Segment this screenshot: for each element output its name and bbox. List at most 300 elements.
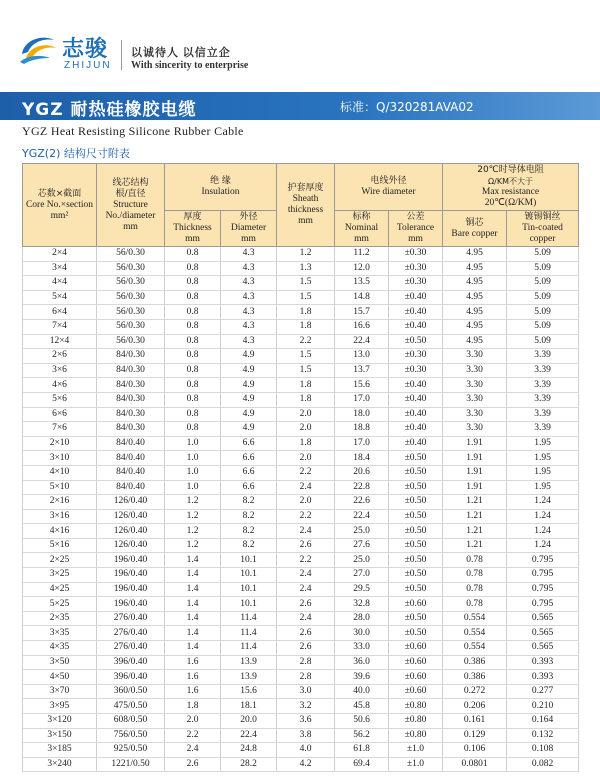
table-cell: 0.78 <box>443 582 507 597</box>
header-nominal: 标称 Nominal mm <box>335 211 389 247</box>
table-cell: 3×10 <box>23 451 97 466</box>
table-cell: 4.3 <box>221 305 277 320</box>
table-row <box>23 538 579 553</box>
header-resistance: 20℃时导体电阻 Ω/KM不大于 Max resistance 20℃(Ω/KM) <box>443 164 579 211</box>
table-cell: 1.21 <box>443 538 507 553</box>
table-cell: 5.09 <box>507 334 579 349</box>
table-cell: ±0.50 <box>389 465 443 480</box>
table-cell: ±0.60 <box>389 670 443 685</box>
table-cell: 1.95 <box>507 480 579 495</box>
table-cell: 84/0.30 <box>97 349 165 364</box>
table-cell: 4.3 <box>221 247 277 262</box>
table-cell: 1.4 <box>165 582 221 597</box>
table-cell: 4.3 <box>221 261 277 276</box>
table-cell: 1.8 <box>277 436 335 451</box>
table-cell: 2.2 <box>277 509 335 524</box>
table-cell: 0.161 <box>443 714 507 729</box>
table-cell: ±0.50 <box>389 611 443 626</box>
table-cell: 126/0.40 <box>97 495 165 510</box>
table-cell: 1.4 <box>165 568 221 583</box>
table-cell: 4×35 <box>23 641 97 656</box>
table-cell: 39.6 <box>335 670 389 685</box>
table-cell: 5.09 <box>507 247 579 262</box>
table-cell: 56.2 <box>335 728 389 743</box>
table-cell: 84/0.30 <box>97 407 165 422</box>
table-cell: ±0.80 <box>389 714 443 729</box>
table-cell: 4.95 <box>443 319 507 334</box>
table-row <box>23 334 579 349</box>
table-cell: 11.2 <box>335 247 389 262</box>
table-cell: 15.6 <box>335 378 389 393</box>
table-cell: 0.132 <box>507 728 579 743</box>
table-cell: 276/0.40 <box>97 641 165 656</box>
table-cell: 84/0.30 <box>97 363 165 378</box>
table-cell: 14.8 <box>335 290 389 305</box>
table-cell: 2.0 <box>277 451 335 466</box>
table-cell: 126/0.40 <box>97 509 165 524</box>
table-cell: 1.91 <box>443 465 507 480</box>
table-cell: 0.554 <box>443 641 507 656</box>
table-cell: 18.8 <box>335 422 389 437</box>
table-cell: 0.8 <box>165 378 221 393</box>
table-cell: 4.3 <box>221 290 277 305</box>
page-header <box>0 0 600 90</box>
table-cell: 28.0 <box>335 611 389 626</box>
table-cell: ±0.50 <box>389 451 443 466</box>
table-cell: 56/0.30 <box>97 334 165 349</box>
table-cell: ±0.60 <box>389 597 443 612</box>
table-cell: 18.0 <box>335 407 389 422</box>
table-cell: 1.4 <box>165 597 221 612</box>
table-cell: 4×6 <box>23 378 97 393</box>
table-cell: 5×4 <box>23 290 97 305</box>
table-row <box>23 509 579 524</box>
table-cell: 1.2 <box>165 524 221 539</box>
table-cell: 0.129 <box>443 728 507 743</box>
table-cell: ±0.50 <box>389 495 443 510</box>
table-cell: 4.95 <box>443 334 507 349</box>
table-cell: 0.8 <box>165 319 221 334</box>
table-cell: 1.8 <box>277 392 335 407</box>
table-cell: 0.554 <box>443 626 507 641</box>
table-cell: 13.9 <box>221 655 277 670</box>
table-cell: 4.9 <box>221 422 277 437</box>
table-cell: 0.393 <box>507 655 579 670</box>
table-cell: ±0.40 <box>389 290 443 305</box>
table-cell: 1.8 <box>277 305 335 320</box>
table-row <box>23 480 579 495</box>
table-cell: 32.8 <box>335 597 389 612</box>
table-cell: 11.4 <box>221 611 277 626</box>
table-cell: 4.3 <box>221 334 277 349</box>
table-cell: 3×50 <box>23 655 97 670</box>
table-cell: 22.6 <box>335 495 389 510</box>
table-cell: 2.4 <box>277 480 335 495</box>
table-cell: 2.0 <box>165 714 221 729</box>
table-cell: 2.4 <box>277 524 335 539</box>
table-cell: 0.0801 <box>443 757 507 772</box>
table-cell: 4.3 <box>221 319 277 334</box>
table-cell: 1221/0.50 <box>97 757 165 772</box>
table-cell: 4.3 <box>221 276 277 291</box>
table-cell: 17.0 <box>335 436 389 451</box>
table-cell: 2×10 <box>23 436 97 451</box>
table-cell: 2×25 <box>23 553 97 568</box>
table-row <box>23 626 579 641</box>
table-cell: 4.9 <box>221 392 277 407</box>
table-cell: 28.2 <box>221 757 277 772</box>
table-row <box>23 611 579 626</box>
table-cell: 925/0.50 <box>97 743 165 758</box>
table-cell: 0.8 <box>165 363 221 378</box>
table-cell: 2.6 <box>165 757 221 772</box>
table-cell: 608/0.50 <box>97 714 165 729</box>
table-cell: 56/0.30 <box>97 290 165 305</box>
table-cell: 396/0.40 <box>97 655 165 670</box>
table-cell: ±0.60 <box>389 655 443 670</box>
table-row <box>23 582 579 597</box>
table-cell: 25.0 <box>335 524 389 539</box>
table-cell: 2.2 <box>277 334 335 349</box>
table-cell: 1.4 <box>165 611 221 626</box>
table-cell: ±0.50 <box>389 582 443 597</box>
table-cell: 1.21 <box>443 509 507 524</box>
table-cell: 2×6 <box>23 349 97 364</box>
table-cell: 12×4 <box>23 334 97 349</box>
table-cell: 0.8 <box>165 261 221 276</box>
table-cell: 3.39 <box>507 378 579 393</box>
table-cell: 6.6 <box>221 451 277 466</box>
table-cell: ±0.50 <box>389 509 443 524</box>
table-cell: 33.0 <box>335 641 389 656</box>
table-cell: 50.6 <box>335 714 389 729</box>
table-cell: 0.8 <box>165 334 221 349</box>
table-cell: 5×25 <box>23 597 97 612</box>
table-cell: 3×120 <box>23 714 97 729</box>
table-row <box>23 641 579 656</box>
table-cell: 0.106 <box>443 743 507 758</box>
table-cell: 2.0 <box>277 407 335 422</box>
table-cell: 1.3 <box>277 261 335 276</box>
table-cell: 2.0 <box>277 422 335 437</box>
table-cell: 1.0 <box>165 451 221 466</box>
table-cell: 5×6 <box>23 392 97 407</box>
table-cell: 3×95 <box>23 699 97 714</box>
table-cell: ±0.40 <box>389 436 443 451</box>
table-cell: 56/0.30 <box>97 319 165 334</box>
table-cell: 3.30 <box>443 392 507 407</box>
table-cell: 0.8 <box>165 349 221 364</box>
table-cell: 1.5 <box>277 363 335 378</box>
table-cell: 2×35 <box>23 611 97 626</box>
table-cell: 0.795 <box>507 582 579 597</box>
table-cell: 3.39 <box>507 392 579 407</box>
table-cell: 3.2 <box>277 699 335 714</box>
spec-table-body <box>23 247 579 772</box>
product-subtitle: YGZ Heat Resisting Silicone Rubber Cable <box>22 124 244 138</box>
table-cell: 1.95 <box>507 436 579 451</box>
table-cell: ±0.50 <box>389 334 443 349</box>
table-cell: 18.4 <box>335 451 389 466</box>
table-cell: ±1.0 <box>389 743 443 758</box>
table-cell: 0.8 <box>165 407 221 422</box>
table-cell: 3×150 <box>23 728 97 743</box>
table-cell: 1.91 <box>443 436 507 451</box>
table-cell: 1.2 <box>165 509 221 524</box>
table-cell: 2.6 <box>277 538 335 553</box>
table-cell: 1.6 <box>165 684 221 699</box>
table-cell: 45.8 <box>335 699 389 714</box>
table-cell: 16.6 <box>335 319 389 334</box>
spec-table <box>22 163 579 772</box>
table-cell: 84/0.40 <box>97 465 165 480</box>
table-title: YGZ(2) 结构尺寸附表 <box>22 147 130 160</box>
table-cell: 3×16 <box>23 509 97 524</box>
table-cell: ±0.40 <box>389 422 443 437</box>
table-cell: 10.1 <box>221 582 277 597</box>
table-row <box>23 743 579 758</box>
banner-standard: 标准：Q/320281AVA02 <box>340 100 474 114</box>
table-cell: 1.95 <box>507 451 579 466</box>
table-cell: 17.0 <box>335 392 389 407</box>
table-cell: 0.277 <box>507 684 579 699</box>
table-cell: 61.8 <box>335 743 389 758</box>
table-row <box>23 728 579 743</box>
table-cell: 27.6 <box>335 538 389 553</box>
table-cell: 2.4 <box>277 611 335 626</box>
table-row <box>23 436 579 451</box>
table-cell: 1.8 <box>277 319 335 334</box>
table-cell: 1.2 <box>165 495 221 510</box>
table-cell: 360/0.50 <box>97 684 165 699</box>
table-cell: 0.8 <box>165 276 221 291</box>
table-cell: 3.30 <box>443 407 507 422</box>
table-cell: 1.24 <box>507 538 579 553</box>
table-cell: 12.0 <box>335 261 389 276</box>
table-cell: ±0.50 <box>389 538 443 553</box>
table-cell: 5×10 <box>23 480 97 495</box>
table-cell: 0.8 <box>165 305 221 320</box>
header-bare-copper: 铜芯 Bare copper <box>443 211 507 247</box>
table-cell: 3×6 <box>23 363 97 378</box>
table-cell: 84/0.30 <box>97 422 165 437</box>
table-cell: 2.8 <box>277 670 335 685</box>
table-cell: 20.6 <box>335 465 389 480</box>
table-cell: ±0.40 <box>389 305 443 320</box>
table-cell: 84/0.40 <box>97 451 165 466</box>
table-row <box>23 276 579 291</box>
table-cell: 8.2 <box>221 524 277 539</box>
header-tolerance: 公差 Tolerance mm <box>389 211 443 247</box>
table-cell: ±0.50 <box>389 480 443 495</box>
table-cell: 1.0 <box>165 465 221 480</box>
table-cell: 0.210 <box>507 699 579 714</box>
table-cell: 2.4 <box>165 743 221 758</box>
table-row <box>23 495 579 510</box>
table-cell: 22.4 <box>221 728 277 743</box>
table-row <box>23 757 579 772</box>
table-row <box>23 290 579 305</box>
table-cell: 3×185 <box>23 743 97 758</box>
table-cell: 126/0.40 <box>97 524 165 539</box>
table-cell: 1.95 <box>507 465 579 480</box>
table-cell: ±0.30 <box>389 276 443 291</box>
table-cell: 30.0 <box>335 626 389 641</box>
table-row <box>23 378 579 393</box>
table-cell: 2.2 <box>277 465 335 480</box>
table-cell: 0.386 <box>443 655 507 670</box>
table-cell: 4.9 <box>221 407 277 422</box>
banner-title: YGZ 耐热硅橡胶电缆 <box>22 100 197 120</box>
table-cell: 1.5 <box>277 349 335 364</box>
table-cell: 3×240 <box>23 757 97 772</box>
table-cell: 5.09 <box>507 305 579 320</box>
table-cell: 756/0.50 <box>97 728 165 743</box>
table-cell: 3×4 <box>23 261 97 276</box>
table-cell: 4.9 <box>221 378 277 393</box>
table-row <box>23 655 579 670</box>
table-cell: 84/0.40 <box>97 480 165 495</box>
table-cell: 1.8 <box>277 378 335 393</box>
table-cell: ±0.80 <box>389 728 443 743</box>
table-cell: 196/0.40 <box>97 582 165 597</box>
table-row <box>23 597 579 612</box>
table-cell: ±0.50 <box>389 626 443 641</box>
table-row <box>23 451 579 466</box>
table-cell: 3×35 <box>23 626 97 641</box>
zhijun-logo-icon <box>16 32 60 66</box>
table-cell: 3.0 <box>277 684 335 699</box>
table-cell: 1.0 <box>165 480 221 495</box>
table-row <box>23 524 579 539</box>
table-cell: 18.1 <box>221 699 277 714</box>
header-core: 芯数×截面 Core No.×section mm² <box>23 164 97 247</box>
table-cell: ±0.30 <box>389 349 443 364</box>
table-cell: 4×25 <box>23 582 97 597</box>
table-cell: 4.95 <box>443 276 507 291</box>
table-cell: 22.8 <box>335 480 389 495</box>
table-cell: 13.9 <box>221 670 277 685</box>
table-cell: 2.0 <box>277 495 335 510</box>
table-cell: 29.5 <box>335 582 389 597</box>
table-cell: 2×16 <box>23 495 97 510</box>
table-cell: 1.21 <box>443 524 507 539</box>
table-cell: 10.1 <box>221 568 277 583</box>
table-cell: 3.30 <box>443 378 507 393</box>
table-cell: 1.4 <box>165 553 221 568</box>
table-cell: 4×10 <box>23 465 97 480</box>
header-tin-copper: 镀锡铜丝 Tin-coated copper <box>507 211 579 247</box>
table-cell: 276/0.40 <box>97 626 165 641</box>
table-cell: 0.8 <box>165 247 221 262</box>
table-cell: 2×4 <box>23 247 97 262</box>
table-cell: 196/0.40 <box>97 597 165 612</box>
table-cell: 196/0.40 <box>97 568 165 583</box>
table-cell: 1.8 <box>165 699 221 714</box>
table-cell: 6.6 <box>221 436 277 451</box>
table-row <box>23 465 579 480</box>
table-cell: 0.565 <box>507 641 579 656</box>
table-cell: 0.565 <box>507 611 579 626</box>
table-cell: 2.2 <box>165 728 221 743</box>
table-cell: ±0.30 <box>389 261 443 276</box>
table-cell: 4×16 <box>23 524 97 539</box>
table-cell: 3.30 <box>443 422 507 437</box>
table-cell: 1.24 <box>507 509 579 524</box>
table-row <box>23 553 579 568</box>
table-cell: 6×6 <box>23 407 97 422</box>
table-cell: 4×50 <box>23 670 97 685</box>
table-cell: 2.8 <box>277 655 335 670</box>
table-cell: 56/0.30 <box>97 261 165 276</box>
table-cell: 0.565 <box>507 626 579 641</box>
table-cell: 5×16 <box>23 538 97 553</box>
table-cell: 3.39 <box>507 407 579 422</box>
header-insulation: 绝 缘 Insulation <box>165 164 277 211</box>
table-cell: 5.09 <box>507 261 579 276</box>
table-cell: 3.30 <box>443 363 507 378</box>
table-cell: 0.164 <box>507 714 579 729</box>
title-banner <box>0 92 600 120</box>
table-row <box>23 684 579 699</box>
table-row <box>23 714 579 729</box>
table-cell: 5.09 <box>507 276 579 291</box>
table-cell: 0.393 <box>507 670 579 685</box>
table-cell: 1.5 <box>277 276 335 291</box>
table-cell: 4.0 <box>277 743 335 758</box>
table-cell: ±0.40 <box>389 392 443 407</box>
table-cell: 3.39 <box>507 422 579 437</box>
table-cell: 2.2 <box>277 553 335 568</box>
table-cell: 0.108 <box>507 743 579 758</box>
table-cell: 396/0.40 <box>97 670 165 685</box>
table-cell: 0.206 <box>443 699 507 714</box>
table-cell: ±0.50 <box>389 524 443 539</box>
table-cell: ±0.40 <box>389 378 443 393</box>
table-cell: 8.2 <box>221 509 277 524</box>
table-row <box>23 422 579 437</box>
table-cell: 8.2 <box>221 538 277 553</box>
table-cell: 40.0 <box>335 684 389 699</box>
table-cell: 15.7 <box>335 305 389 320</box>
table-cell: 4.95 <box>443 247 507 262</box>
table-cell: 0.8 <box>165 422 221 437</box>
table-cell: 1.6 <box>165 655 221 670</box>
table-cell: 2.6 <box>277 626 335 641</box>
slogan-cn: 以诚待人 以信立企 <box>131 47 231 59</box>
table-cell: 20.0 <box>221 714 277 729</box>
table-row <box>23 407 579 422</box>
table-cell: 0.795 <box>507 568 579 583</box>
table-row <box>23 247 579 262</box>
table-cell: 4.2 <box>277 757 335 772</box>
table-cell: 3.6 <box>277 714 335 729</box>
table-cell: 1.5 <box>277 290 335 305</box>
table-row <box>23 699 579 714</box>
table-cell: 2.4 <box>277 582 335 597</box>
table-cell: 1.24 <box>507 524 579 539</box>
table-cell: 126/0.40 <box>97 538 165 553</box>
table-cell: 22.4 <box>335 334 389 349</box>
table-cell: ±0.50 <box>389 553 443 568</box>
table-cell: 1.0 <box>165 436 221 451</box>
table-cell: 1.24 <box>507 495 579 510</box>
table-cell: 3.30 <box>443 349 507 364</box>
table-cell: 69.4 <box>335 757 389 772</box>
table-cell: 22.4 <box>335 509 389 524</box>
table-cell: 6.6 <box>221 465 277 480</box>
header-thickness: 厚度 Thickness mm <box>165 211 221 247</box>
